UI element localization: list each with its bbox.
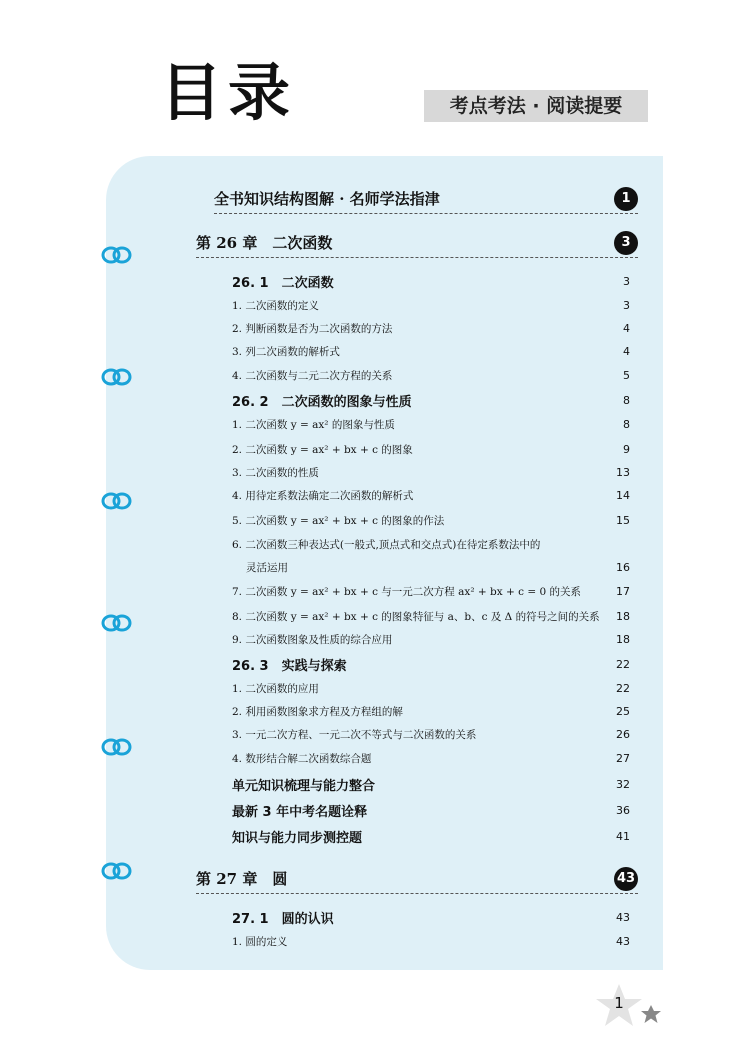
page-badge: 1 (614, 187, 638, 211)
toc-page: 14 (616, 488, 630, 502)
toc-section-26-1[interactable] (232, 270, 630, 292)
toc-page: 18 (616, 632, 630, 646)
toc-page: 3 (623, 298, 630, 312)
toc-page: 17 (616, 584, 630, 598)
toc-label: 9. 二次函数图象及性质的综合应用 (232, 633, 393, 646)
toc-label: 5. 二次函数 y = ax² + bx + c 的图象的作法 (232, 514, 445, 527)
toc-page: 8 (623, 417, 630, 431)
binder-ring-icon (100, 490, 134, 512)
toc-item[interactable] (232, 510, 630, 530)
toc-item[interactable] (232, 931, 630, 951)
star-icon (640, 1004, 662, 1024)
toc-page: 41 (616, 829, 630, 843)
toc-item[interactable] (232, 748, 630, 768)
toc-practice-test[interactable] (232, 825, 630, 847)
toc-page: 43 (616, 934, 630, 948)
toc-label: 3. 一元二次方程、一元二次不等式与二次函数的关系 (232, 728, 477, 741)
toc-label: 2. 判断函数是否为二次函数的方法 (232, 322, 393, 335)
toc-item[interactable] (232, 534, 630, 554)
toc-page: 18 (616, 609, 630, 623)
binder-ring-icon (100, 366, 134, 388)
toc-label: 8. 二次函数 y = ax² + bx + c 的图象特征与 a、b、c 及 Δ 的符号之间的关系 (232, 610, 600, 623)
binder-ring-icon (100, 244, 134, 266)
toc-page: 4 (623, 344, 630, 358)
toc-item[interactable] (232, 439, 630, 459)
toc-page: 22 (616, 657, 630, 671)
toc-page: 25 (616, 704, 630, 718)
toc-label: 27. 1 圆的认识 (232, 911, 334, 927)
toc-chapter-27[interactable] (196, 864, 638, 894)
toc-page: 5 (623, 368, 630, 382)
toc-label: 第 27 章 圆 (196, 870, 288, 888)
toc-item[interactable] (232, 485, 630, 505)
toc-label: 1. 二次函数的应用 (232, 682, 319, 695)
toc-page: 27 (616, 751, 630, 765)
toc-item[interactable] (232, 581, 630, 601)
toc-item[interactable] (232, 341, 630, 361)
toc-label: 2. 二次函数 y = ax² + bx + c 的图象 (232, 443, 413, 456)
toc-label: 2. 利用函数图象求方程及方程组的解 (232, 705, 403, 718)
toc-page: 32 (616, 777, 630, 791)
toc-page: 3 (623, 274, 630, 288)
toc-item[interactable] (232, 365, 630, 385)
toc-label: 4. 二次函数与二元二次方程的关系 (232, 369, 393, 382)
toc-review[interactable] (232, 773, 630, 795)
toc-label: 1. 二次函数 y = ax² 的图象与性质 (232, 418, 395, 431)
toc-label: 3. 列二次函数的解析式 (232, 345, 340, 358)
toc-label: 7. 二次函数 y = ax² + bx + c 与一元二次方程 ax² + bx + c = 0 的关系 (232, 585, 581, 598)
toc-page: 22 (616, 681, 630, 695)
toc-page: 15 (616, 513, 630, 527)
toc-page: 9 (623, 442, 630, 456)
toc-page: 26 (616, 727, 630, 741)
toc-item[interactable] (232, 606, 630, 626)
page-title: 目录 (160, 56, 297, 129)
toc-page: 4 (623, 321, 630, 335)
page-subtitle: 考点考法 · 阅读提要 (424, 90, 648, 122)
toc-item[interactable] (232, 462, 630, 482)
toc-label: 3. 二次函数的性质 (232, 466, 319, 479)
toc-page: 36 (616, 803, 630, 817)
binder-ring-icon (100, 860, 134, 882)
toc-section-27-1[interactable] (232, 906, 630, 928)
toc-item[interactable] (232, 295, 630, 315)
toc-label: 全书知识结构图解 · 名师学法指津 (214, 190, 440, 208)
toc-item[interactable] (232, 557, 630, 577)
toc-label: 第 26 章 二次函数 (196, 234, 333, 252)
binder-ring-icon (100, 736, 134, 758)
toc-section-26-3[interactable] (232, 653, 630, 675)
toc-chapter-26[interactable] (196, 228, 638, 258)
toc-label: 26. 1 二次函数 (232, 275, 334, 291)
toc-label: 灵活运用 (246, 561, 288, 574)
toc-section-26-2[interactable] (232, 389, 630, 411)
binder-ring-icon (100, 612, 134, 634)
toc-label: 1. 二次函数的定义 (232, 299, 319, 312)
toc-exam-questions[interactable] (232, 799, 630, 821)
toc-label: 6. 二次函数三种表达式(一般式,顶点式和交点式)在待定系数法中的 (232, 538, 541, 551)
toc-label: 26. 2 二次函数的图象与性质 (232, 394, 412, 410)
toc-label: 知识与能力同步测控题 (232, 830, 363, 846)
toc-entry-guide[interactable] (214, 184, 638, 214)
toc-label: 1. 圆的定义 (232, 935, 288, 948)
toc-label: 4. 数形结合解二次函数综合题 (232, 752, 372, 765)
toc-item[interactable] (232, 318, 630, 338)
toc-page: 8 (623, 393, 630, 407)
page-badge: 3 (614, 231, 638, 255)
toc-item[interactable] (232, 629, 630, 649)
toc-page: 13 (616, 465, 630, 479)
toc-page: 43 (616, 910, 630, 924)
toc-item[interactable] (232, 724, 630, 744)
toc-item[interactable] (232, 414, 630, 434)
toc-item[interactable] (232, 678, 630, 698)
toc-page: 16 (616, 560, 630, 574)
page-badge: 43 (614, 867, 638, 891)
page-number: 1 (614, 994, 624, 1012)
toc-label: 26. 3 实践与探索 (232, 658, 347, 674)
toc-label: 单元知识梳理与能力整合 (232, 778, 376, 794)
toc-label: 最新 3 年中考名题诠释 (232, 804, 368, 820)
toc-item[interactable] (232, 701, 630, 721)
toc-label: 4. 用待定系数法确定二次函数的解析式 (232, 489, 414, 502)
